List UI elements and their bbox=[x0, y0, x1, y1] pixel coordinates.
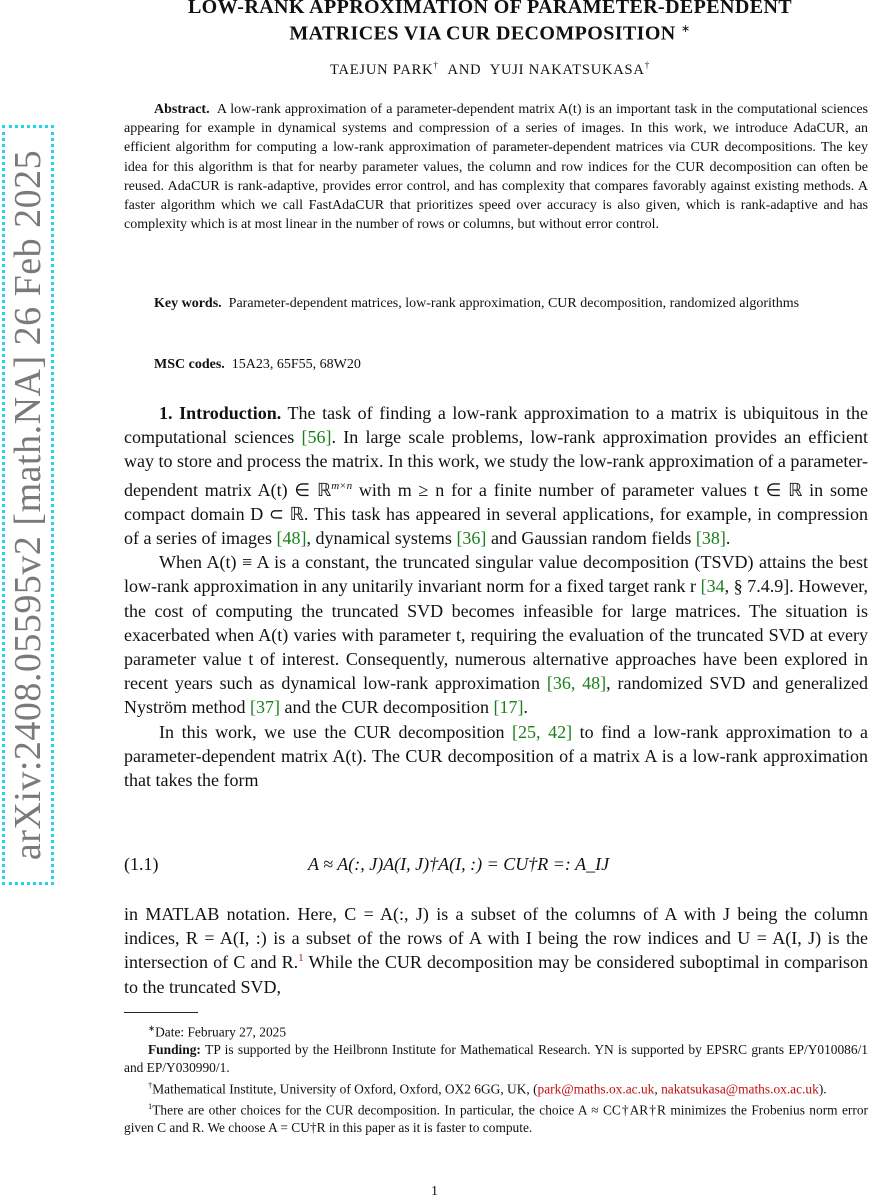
citation-25-42[interactable]: [25, 42] bbox=[512, 721, 573, 742]
footnote-1 bbox=[124, 1098, 868, 1137]
author-line bbox=[110, 60, 869, 79]
paper-title bbox=[110, 0, 869, 45]
intro-paragraph-1 bbox=[124, 401, 868, 550]
intro-p1-text-f: . bbox=[725, 528, 731, 549]
intro-p2-text-c: . However, the cost of computing the truncated SVD becomes infeasible for large matrices. The situation is exacerbated when A(t) varies with parameter t, requiring the evaluation of the truncated SVD at every parameter value t of interest. Consequently, numerous alternative approaches have been explored in recent years such as dynamical low-rank approximation bbox=[124, 576, 868, 694]
footnote-rule bbox=[124, 1012, 198, 1013]
intro-p2-text-b: , § 7.4.9] bbox=[724, 576, 790, 597]
citation-48[interactable]: [48] bbox=[276, 528, 307, 549]
intro-p1-text-c: with m ≥ n for a finite number of parameter values t ∈ ℝ in some compact domain D ⊂ ℝ. This task has appeared in several applications, for example, in compression of a series of images bbox=[124, 479, 869, 549]
author-and: AND bbox=[447, 61, 482, 78]
section-heading: 1. Introduction. bbox=[159, 403, 282, 423]
citation-56[interactable]: [56] bbox=[301, 427, 332, 448]
equation-body: A ≈ A(:, J)A(I, J)†A(I, :) = CU†R =: A_IJ bbox=[308, 854, 610, 874]
introduction-section bbox=[124, 401, 868, 792]
intro-p1-text-e: and Gaussian random fields bbox=[486, 528, 696, 549]
affiliation-close: ). bbox=[818, 1081, 827, 1097]
abstract-text: A low-rank approximation of a parameter-dependent matrix A(t) is an important task in the computational sciences appearing for example in dynamical systems and compression of a series of images. In this work, we introduce AdaCUR, an efficient algorithm for computing a low-rank approximation of parameter-dependent matrices via CUR decompositions. The key idea for this algorithm is that for nearby parameter values, the column and row indices for the CUR decomposition can often be reused. AdaCUR is rank-adaptive, provides error control, and has complexity that compares favorably against existing methods. A faster algorithm which we call FastAdaCUR that prioritizes speed over accuracy is also given, which is rank-adaptive and has complexity which is at most linear in the number of rows or columns, but without error control. bbox=[124, 102, 868, 233]
intro-p3-text-a: In this work, we use the CUR decomposition bbox=[159, 721, 513, 742]
intro-p2-text-d: , randomized SVD and generalized Nyström method bbox=[124, 673, 868, 718]
citation-36[interactable]: [36] bbox=[456, 528, 487, 549]
email-link-park[interactable]: park@maths.ox.ac.uk bbox=[537, 1081, 655, 1097]
author-mark-2[interactable]: † bbox=[644, 60, 650, 70]
intro-p1-text-d: , dynamical systems bbox=[306, 528, 457, 549]
intro-p1-superscript: m×n bbox=[331, 479, 353, 492]
author-name-2: YUJI NAKATSUKASA bbox=[489, 61, 645, 78]
citation-34[interactable]: [34 bbox=[700, 576, 725, 597]
title-footnote-mark[interactable]: ∗ bbox=[681, 23, 691, 35]
intro-paragraph-3 bbox=[124, 720, 868, 793]
footnote-affiliation bbox=[124, 1077, 868, 1098]
citation-38[interactable]: [38] bbox=[695, 528, 726, 549]
email-link-nakatsukasa[interactable]: nakatsukasa@maths.ox.ac.uk bbox=[661, 1081, 819, 1097]
date-text: Date: February 27, 2025 bbox=[155, 1024, 287, 1040]
citation-37[interactable]: [37] bbox=[250, 697, 280, 718]
arxiv-stamp[interactable] bbox=[2, 125, 54, 885]
continuation-paragraph bbox=[124, 902, 868, 999]
continuation-text-a: in MATLAB notation. Here, C = A(:, J) is a subset of the columns of A with J being the column indices, R = A(I, :) is a subset of the rows of A with I being the row indices and U = A(I, J) is the intersection of C and R. bbox=[124, 904, 868, 973]
affiliation-text: Mathematical Institute, University of Oxford, Oxford, OX2 6GG, UK, ( bbox=[152, 1081, 538, 1097]
intro-p1-text-a: The task of finding a low-rank approximation to a matrix is ubiquitous in the computational sciences bbox=[124, 403, 868, 448]
keywords-label: Key words. bbox=[154, 296, 222, 311]
msc-text: 15A23, 65F55, 68W20 bbox=[231, 357, 361, 372]
page-number: 1 bbox=[431, 1184, 438, 1199]
footnote-ref-1[interactable]: 1 bbox=[298, 952, 304, 965]
intro-p2-text-a: When A(t) ≡ A is a constant, the truncated singular value decomposition (TSVD) attains the best low-rank approximation in any unitarily invariant norm for a fixed target rank r bbox=[124, 552, 868, 597]
equation-number: (1.1) bbox=[124, 854, 159, 874]
footnotes bbox=[124, 1020, 868, 1137]
email-separator: , bbox=[654, 1081, 658, 1097]
arxiv-stamp-text: arXiv:2408.05595v2 [math.NA] 26 Feb 2025 bbox=[7, 149, 49, 861]
keywords bbox=[124, 294, 868, 313]
intro-paragraph-2 bbox=[124, 550, 868, 719]
continuation-text-b: While the CUR decomposition may be considered suboptimal in comparison to the truncated SVD, bbox=[124, 952, 868, 997]
keywords-text: Parameter-dependent matrices, low-rank approximation, CUR decomposition, randomized algorithms bbox=[228, 296, 800, 311]
author-mark-1[interactable]: † bbox=[433, 60, 439, 70]
date-mark: ∗ bbox=[148, 1023, 156, 1033]
affiliation-mark: † bbox=[148, 1079, 153, 1090]
title-line-1: LOW-RANK APPROXIMATION OF PARAMETER-DEPENDENT bbox=[187, 0, 793, 18]
footnote-funding bbox=[124, 1041, 868, 1077]
equation-1-1 bbox=[124, 854, 868, 882]
intro-p3-text-b: to find a low-rank approximation to a parameter-dependent matrix A(t). The CUR decomposition of a matrix A is a low-rank approximation that takes the form bbox=[124, 721, 868, 791]
footnote-date bbox=[124, 1020, 868, 1041]
footnote-1-text: There are other choices for the CUR decomposition. In particular, the choice A ≈ CC†AR†R minimizes the Frobenius norm error given C and R. We choose A = CU†R in this paper as it is faster to compute. bbox=[124, 1102, 868, 1136]
body-continuation bbox=[124, 902, 868, 999]
msc-label: MSC codes. bbox=[154, 357, 225, 372]
funding-text: TP is supported by the Heilbronn Institute for Mathematical Research. YN is supported by EPSRC grants EP/Y010086/1 and EP/Y030990/1. bbox=[124, 1042, 868, 1076]
abstract-label: Abstract. bbox=[154, 102, 210, 117]
msc-codes bbox=[154, 355, 361, 374]
citation-36-48[interactable]: [36, 48] bbox=[546, 673, 607, 694]
citation-17[interactable]: [17] bbox=[493, 697, 524, 718]
intro-p2-text-f: . bbox=[523, 697, 528, 718]
intro-p1-text-b: . In large scale problems, low-rank approximation provides an efficient way to store and process the matrix. In this work, we study the low-rank approximation of a parameter-dependent matrix A(t) ∈ ℝ bbox=[124, 427, 868, 500]
abstract bbox=[124, 100, 868, 234]
intro-p2-text-e: and the CUR decomposition bbox=[280, 697, 494, 718]
funding-label: Funding: bbox=[148, 1042, 201, 1058]
title-line-2: MATRICES VIA CUR DECOMPOSITION bbox=[289, 22, 676, 45]
author-name-1: TAEJUN PARK bbox=[329, 61, 434, 78]
footnote-1-mark: 1 bbox=[148, 1101, 153, 1112]
